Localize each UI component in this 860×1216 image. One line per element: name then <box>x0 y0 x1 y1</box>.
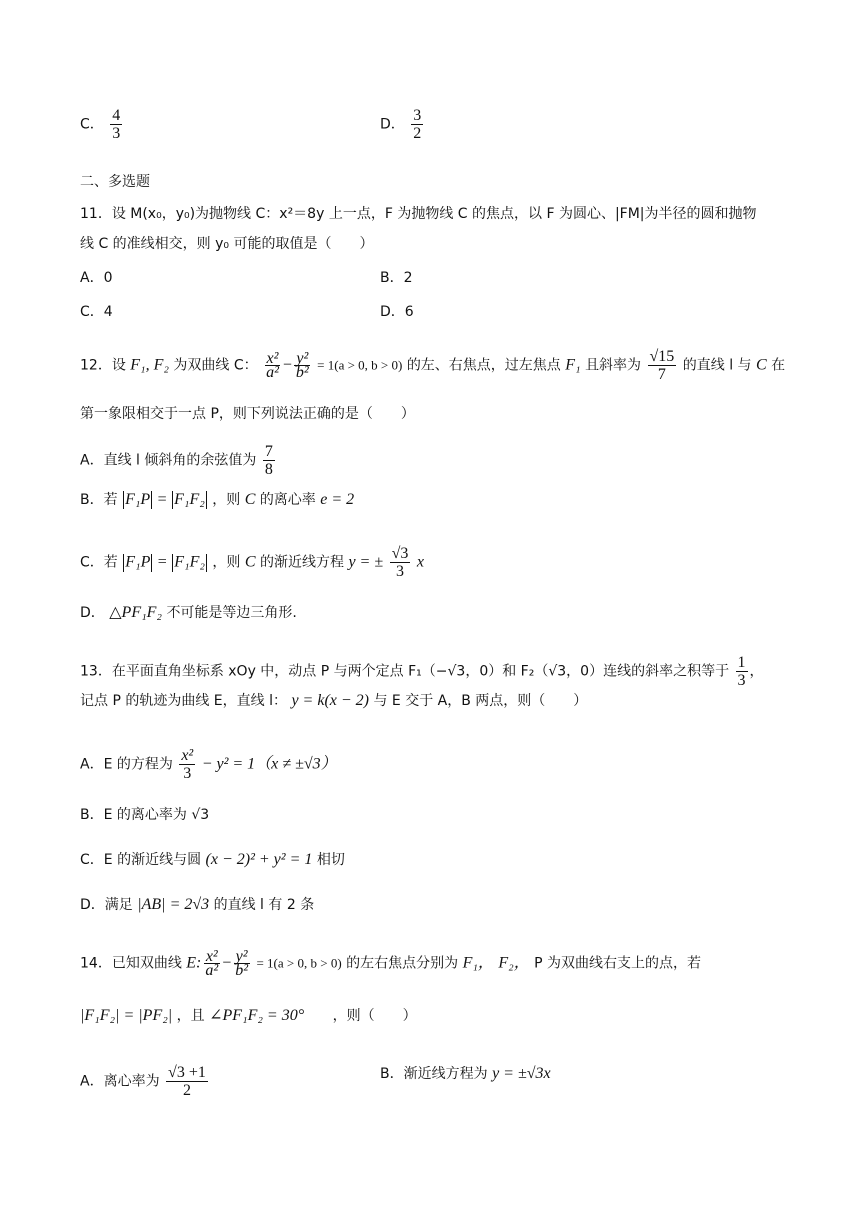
q14-option-a: A．离心率为 $\frac{√3 +1}{2}$ <box>80 1064 206 1099</box>
q11-option-d: D．6 <box>380 304 414 320</box>
fraction: $\frac{\text{x²}}{\text{a²}}$ <box>266 350 279 381</box>
option-letter: D． <box>380 116 405 133</box>
q11-stem-line1: 11．设 M(x₀，y₀)为抛物线 C：x²＝8y 上一点，F 为抛物线 C 的焦点，以 F 为圆心、|FM|为半径的圆和抛物 <box>80 206 757 222</box>
q12-stem-line2: 第一象限相交于一点 P，则下列说法正确的是（ ） <box>80 406 415 422</box>
q13-option-a: A．E 的方程为 $\frac{\text{x²}}{3}$ − y² = 1（x ≠ ±√3） <box>80 747 337 782</box>
fraction: $\frac{√3 +1}{2}$ <box>168 1064 206 1099</box>
option-letter: C． <box>80 116 104 133</box>
fraction: $\frac{1}{3}$ <box>737 654 746 689</box>
q12-option-b: B．若 F₁P = F₁F₂ ，则 C 的离心率 e = 2 <box>80 491 355 508</box>
q11-option-a: A．0 <box>80 270 113 286</box>
section-title: 二、多选题 <box>80 174 150 190</box>
q12-option-a: A．直线 l 倾斜角的余弦值为 $\frac{7}{8}$ <box>80 443 273 478</box>
fraction: $\frac{\text{x²}}{3}$ <box>181 747 194 782</box>
q14-stem-line2: |F₁F₂| = |PF₂| ，且 ∠PF₁F₂ = 30° ，则（ ） <box>80 1007 417 1024</box>
q11-option-b: B．2 <box>380 270 413 286</box>
fraction: $\frac{3}{2}$ <box>413 107 422 142</box>
fraction: $\frac{√3}{3}$ <box>391 545 409 580</box>
q10-option-d <box>380 107 425 142</box>
q14-stem-line1: 14．已知双曲线 E: $\frac{\text{x²}}{\text{a²}}$ − $\frac{\text{y²}}{\text{b²}}$ = 1(a > 0, b > 0) 的左右焦点分别为 F₁， F₂， P 为双曲线右支上的点，若 <box>80 948 702 979</box>
fraction: $\frac{\text{x²}}{\text{a²}}$ <box>205 948 219 979</box>
q13-option-b: B．E 的离心率为 √3 <box>80 807 210 823</box>
q13-stem-line1: 13．在平面直角坐标系 xOy 中，动点 P 与两个定点 F₁（−√3，0）和 F₂（√3，0）连线的斜率之积等于 $\frac{1}{3}$ ， <box>80 654 764 689</box>
fraction: $\frac{4}{3}$ <box>112 107 121 142</box>
q14-option-b: B．渐近线方程为 y = ±√3x <box>380 1065 551 1082</box>
q12-option-c: C．若 F₁P = F₁F₂ ，则 C 的渐近线方程 y = ± $\frac{√3}{3}$ x <box>80 545 424 580</box>
q12-stem-line1: 12．设 F₁, F₂ 为双曲线 C： $\frac{\text{x²}}{\text{a²}}$ − $\frac{\text{y²}}{\text{b²}}$ = 1(a > 0, b > 0) 的左、右焦点，过左焦点 F₁ 且斜率为 $\frac{√15}{7}$ 的直线 l 与 C 在 <box>80 348 786 383</box>
fraction: $\frac{\text{y²}}{\text{b²}}$ <box>235 948 249 979</box>
fraction: $\frac{√15}{7}$ <box>649 348 675 383</box>
q11-option-c: C．4 <box>80 304 113 320</box>
fraction: $\frac{7}{8}$ <box>264 443 273 478</box>
q13-stem-line2: 记点 P 的轨迹为曲线 E，直线 l： y = k(x − 2) 与 E 交于 A，B 两点，则（ ） <box>80 692 588 709</box>
math-expr: = 1(a > 0, b > 0) <box>256 955 342 971</box>
q13-option-d: D．满足 |AB| = 2√3 的直线 l 有 2 条 <box>80 896 315 913</box>
q12-option-d: D． △PF₁F₂ 不可能是等边三角形. <box>80 604 297 621</box>
math-expr: = 1(a > 0, b > 0) <box>317 357 403 373</box>
q13-option-c: C．E 的渐近线与圆 (x − 2)² + y² = 1 相切 <box>80 851 345 868</box>
q11-stem-line2: 线 C 的准线相交，则 y₀ 可能的取值是（ ） <box>80 236 374 252</box>
fraction: $\frac{\text{y²}}{\text{b²}}$ <box>295 350 309 381</box>
q10-option-c <box>80 107 124 142</box>
math-expr: F₁, F₂ <box>130 356 169 374</box>
